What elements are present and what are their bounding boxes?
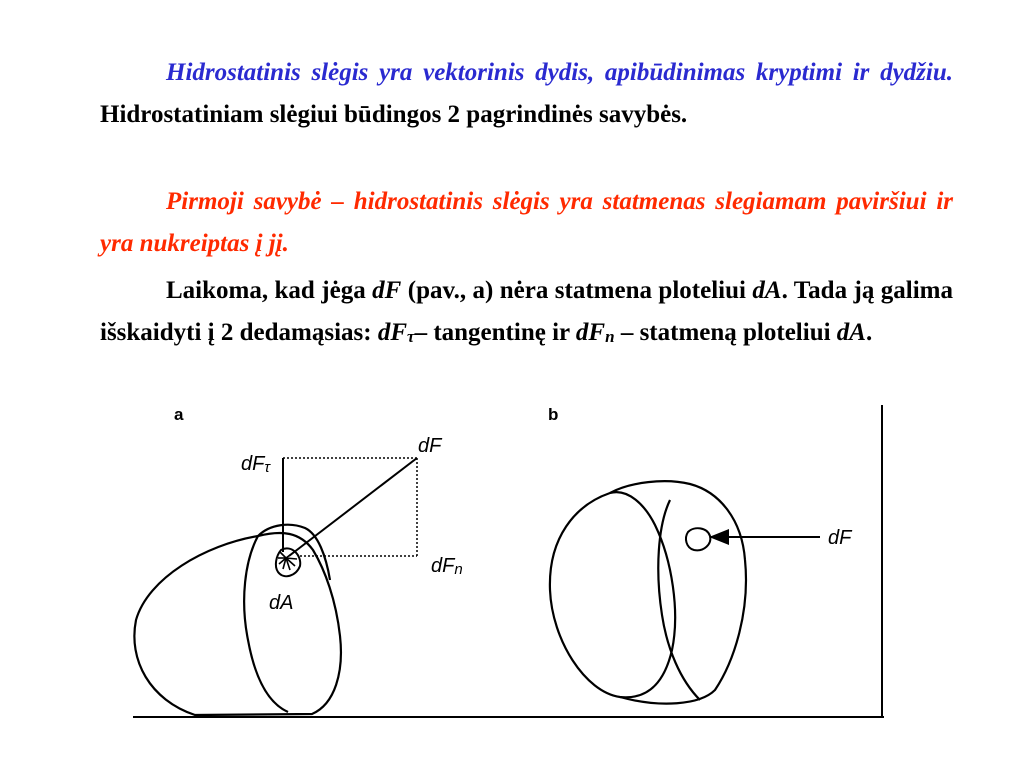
text-segment: . bbox=[865, 319, 873, 346]
da-hatching bbox=[278, 552, 297, 570]
first-property-text: Pirmoji savybė – hidrostatinis slėgis yra statmenas slegiamam paviršiui ir yra nukreiptas į jį. bbox=[100, 188, 953, 257]
symbol-dF-tau: $dF_\tau$ bbox=[377, 319, 415, 346]
area-element-b bbox=[686, 528, 710, 550]
symbol-dF: dF bbox=[372, 277, 402, 304]
text-segment: – tangentinę ir bbox=[414, 319, 576, 346]
text-segment: – statmeną ploteliui bbox=[614, 319, 837, 346]
text-segment: . Tada ją galima išskaidyti į 2 dedamąsias: bbox=[100, 277, 953, 346]
label-dF-b: dF bbox=[828, 527, 852, 549]
properties-intro-text: Hidrostatiniam slėgiui būdingos 2 pagrindinės savybės. bbox=[100, 101, 688, 128]
label-dA: dA bbox=[269, 592, 294, 614]
symbol-dA: dA bbox=[752, 277, 782, 304]
panel-a-label: a bbox=[174, 405, 184, 424]
definition-text: Hidrostatinis slėgis yra vektorinis dydis, apibūdinimas kryptimi ir dydžiu. bbox=[166, 59, 953, 86]
panel-b-label: b bbox=[548, 405, 559, 424]
text-segment: Laikoma, kad jėga bbox=[166, 277, 373, 304]
symbol-dA-2: dA bbox=[836, 319, 866, 346]
body-shape-a bbox=[134, 525, 341, 715]
vector-dF bbox=[289, 458, 417, 556]
label-dF-tau: dFτ bbox=[241, 453, 270, 476]
label-dF: dF bbox=[418, 435, 442, 457]
body-shape-b bbox=[550, 481, 746, 703]
label-dF-n: dFn bbox=[431, 555, 463, 578]
symbol-dF-n: $dF_n$ bbox=[575, 319, 615, 346]
text-segment: (pav., a) nėra statmena ploteliui bbox=[401, 277, 753, 304]
